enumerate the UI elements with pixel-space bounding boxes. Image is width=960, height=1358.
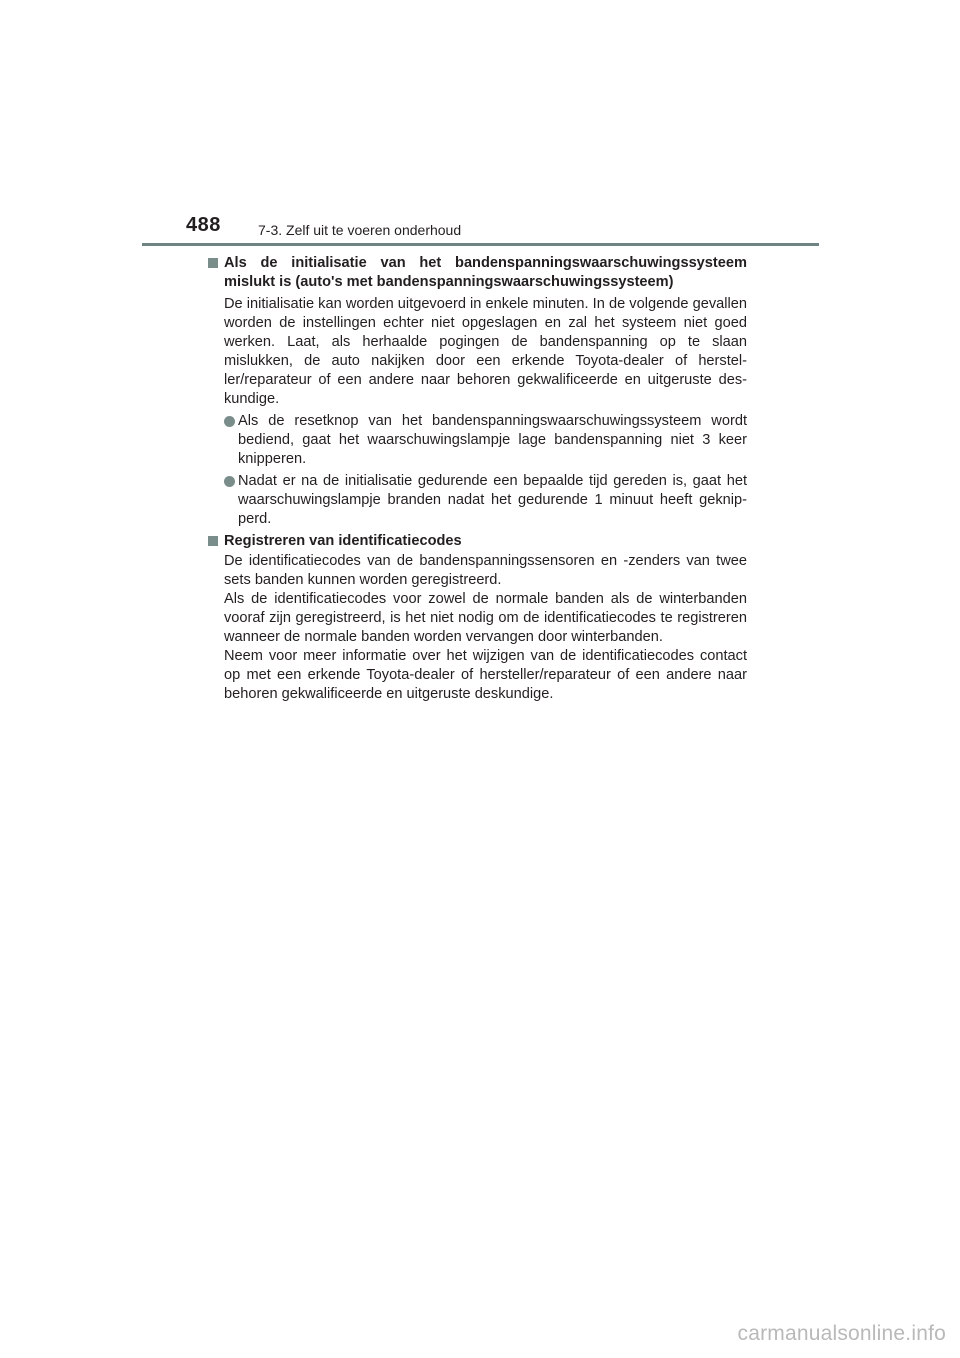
round-bullet-icon [224, 476, 235, 487]
square-bullet-icon [208, 258, 218, 268]
round-bullet-icon [224, 416, 235, 427]
section-heading-text: Registreren van identificatiecodes [224, 533, 462, 549]
header-divider [142, 243, 819, 246]
page-number: 488 [186, 214, 221, 236]
section-body-line: Neem voor meer informatie over het wijzigen van de identificatiecodes contact op met een erkende Toyota-dealer of hersteller/reparateur of een andere naar behoren gekwalificeerde en uitgeruste deskundige. [224, 648, 747, 702]
site-watermark: carmanualsonline.info [737, 1322, 946, 1345]
section-body-paragraph: De initialisatie kan worden uitgevoerd in enkele minuten. In de volgende gevallen worden de instellingen echter niet opgeslagen en zal het systeem niet goed werken. Laat, als herhaalde pogingen de bandenspanning op te slaan mislukken, de auto nakijken door een erkende Toyota-dealer of hersteller/reparateur of een andere naar behoren gekwalificeerde en uitgeruste deskundige. [224, 296, 747, 407]
list-item-text: Als de resetknop van het bandenspanningswaarschuwingssysteem wordt bediend, gaat het waarschuwingslampje lage bandenspanning niet 3 keer knipperen. [238, 413, 747, 467]
page-content [207, 254, 747, 704]
list-item [224, 472, 747, 529]
section-heading-text: Als de initialisatie van het bandenspanningswaarschuwingssysteem mislukt is (auto's met bandenspanningswaarschuwingssysteem) [224, 255, 747, 290]
section-heading-register-codes [207, 532, 747, 551]
list-item-text: Nadat er na de initialisatie gedurende een bepaalde tijd gereden is, gaat het waarschuwingslampje branden nadat het gedurende 1 minuut heeft geknipperd. [238, 473, 747, 527]
section-body-line: De identificatiecodes van de bandenspanningssensoren en -zenders van twee sets banden kunnen worden geregistreerd. [224, 553, 747, 588]
square-bullet-icon [208, 536, 218, 546]
list-item [224, 412, 747, 469]
section-title: 7-3. Zelf uit te voeren onderhoud [258, 222, 462, 238]
section-heading-initialization-failed [207, 254, 747, 292]
section-body-line: Als de identificatiecodes voor zowel de normale banden als de winterbanden vooraf zijn geregistreerd, is het niet nodig om de identificatiecodes te registreren wanneer de normale banden worden vervangen door winterbanden. [224, 591, 747, 645]
